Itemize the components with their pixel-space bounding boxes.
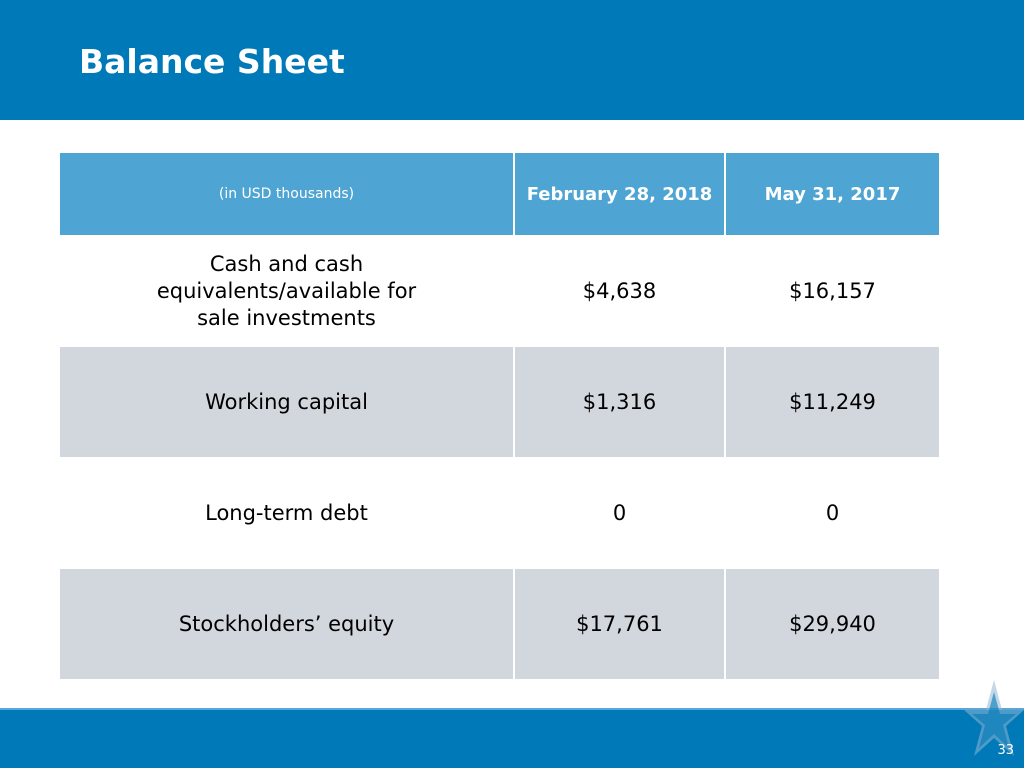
cell-value: $17,761	[514, 569, 725, 679]
table-row	[60, 457, 939, 569]
table-row	[60, 569, 939, 679]
balance-sheet-table	[60, 153, 939, 679]
cell-value: 0	[725, 457, 939, 569]
page-number: 33	[997, 743, 1014, 758]
table-header-row	[60, 153, 939, 235]
cell-value: $11,249	[725, 347, 939, 457]
table-row	[60, 235, 939, 347]
cell-value: 0	[514, 457, 725, 569]
column-header-may-2017: May 31, 2017	[725, 153, 939, 235]
cell-value: $1,316	[514, 347, 725, 457]
row-label: Cash and cash equivalents/available for sale investments	[60, 235, 514, 347]
cell-value: $16,157	[725, 235, 939, 347]
row-label: Long-term debt	[60, 457, 514, 569]
cell-value: $29,940	[725, 569, 939, 679]
cell-value: $4,638	[514, 235, 725, 347]
table-row	[60, 347, 939, 457]
units-label: (in USD thousands)	[60, 153, 514, 235]
column-header-feb-2018: February 28, 2018	[514, 153, 725, 235]
footer-band	[0, 710, 1024, 768]
slide-title: Balance Sheet	[79, 42, 345, 81]
row-label: Working capital	[60, 347, 514, 457]
row-label: Stockholders’ equity	[60, 569, 514, 679]
